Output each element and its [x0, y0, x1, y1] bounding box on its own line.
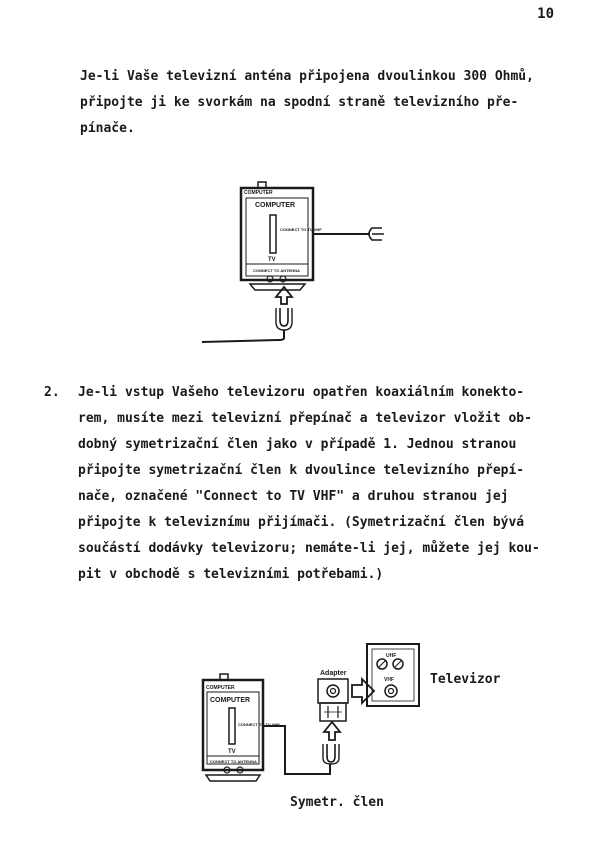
- page-number: 10: [537, 6, 554, 22]
- switch-title: COMPUTER: [255, 202, 296, 209]
- tv-label: TV: [268, 257, 276, 263]
- television-panel: [367, 644, 419, 706]
- connect-vhf-label-2: CONNECT TO TV VHF: [238, 722, 280, 727]
- switch-box-2: [203, 674, 280, 781]
- switch2-top-label: COMPUTER: [206, 685, 235, 691]
- adapter: [318, 670, 348, 721]
- caption-symetr-clen: Symetr. člen: [290, 795, 384, 810]
- caption-televizor: Televizor: [430, 672, 501, 687]
- switch2-title: COMPUTER: [210, 697, 251, 704]
- antenna-label-2: CONNECT TO ANTENNA: [210, 759, 257, 764]
- adapter-label: Adapter: [320, 670, 347, 677]
- twin-lead-2: [323, 744, 339, 764]
- tv-label-2: TV: [228, 749, 236, 755]
- arrow-right: [352, 679, 374, 703]
- paragraph-coax-text: Je-li vstup Vašeho televizoru opatřen koaxiálním konekto- rem, musíte mezi televizní přepínač a televizor vložit ob- dobný symetrizační člen jako v případě 1. Jednou stranou připojte symetrizační člen k dvoulince televizního přepí- nače, označené "Connect to TV VHF" a druhou stranou jej připojte k televiznímu přijímači. (Symetrizační člen bývá součástí dodávky televizoru; nemáte-li jej, můžete jej kou- pit v obchodě s televizními potřebami.): [78, 385, 540, 582]
- paragraph-antenna: Je-li Vaše televizní anténa připojena dvoulinkou 300 Ohmů, připojte ji ke svorkám na spodní straně televizního pře- pínače.: [80, 69, 534, 136]
- vhf-label: VHF: [384, 677, 394, 683]
- connect-vhf-label: CONNECT TO TV VHF: [280, 227, 322, 232]
- antenna-label: CONNECT TO ANTENNA: [253, 268, 300, 273]
- switch-top-label: COMPUTER: [244, 190, 273, 196]
- list-number: 2.: [44, 385, 60, 400]
- cable-switch-to-adapter: [263, 726, 330, 774]
- arrow-up-2: [324, 722, 340, 740]
- uhf-label: UHF: [386, 653, 397, 659]
